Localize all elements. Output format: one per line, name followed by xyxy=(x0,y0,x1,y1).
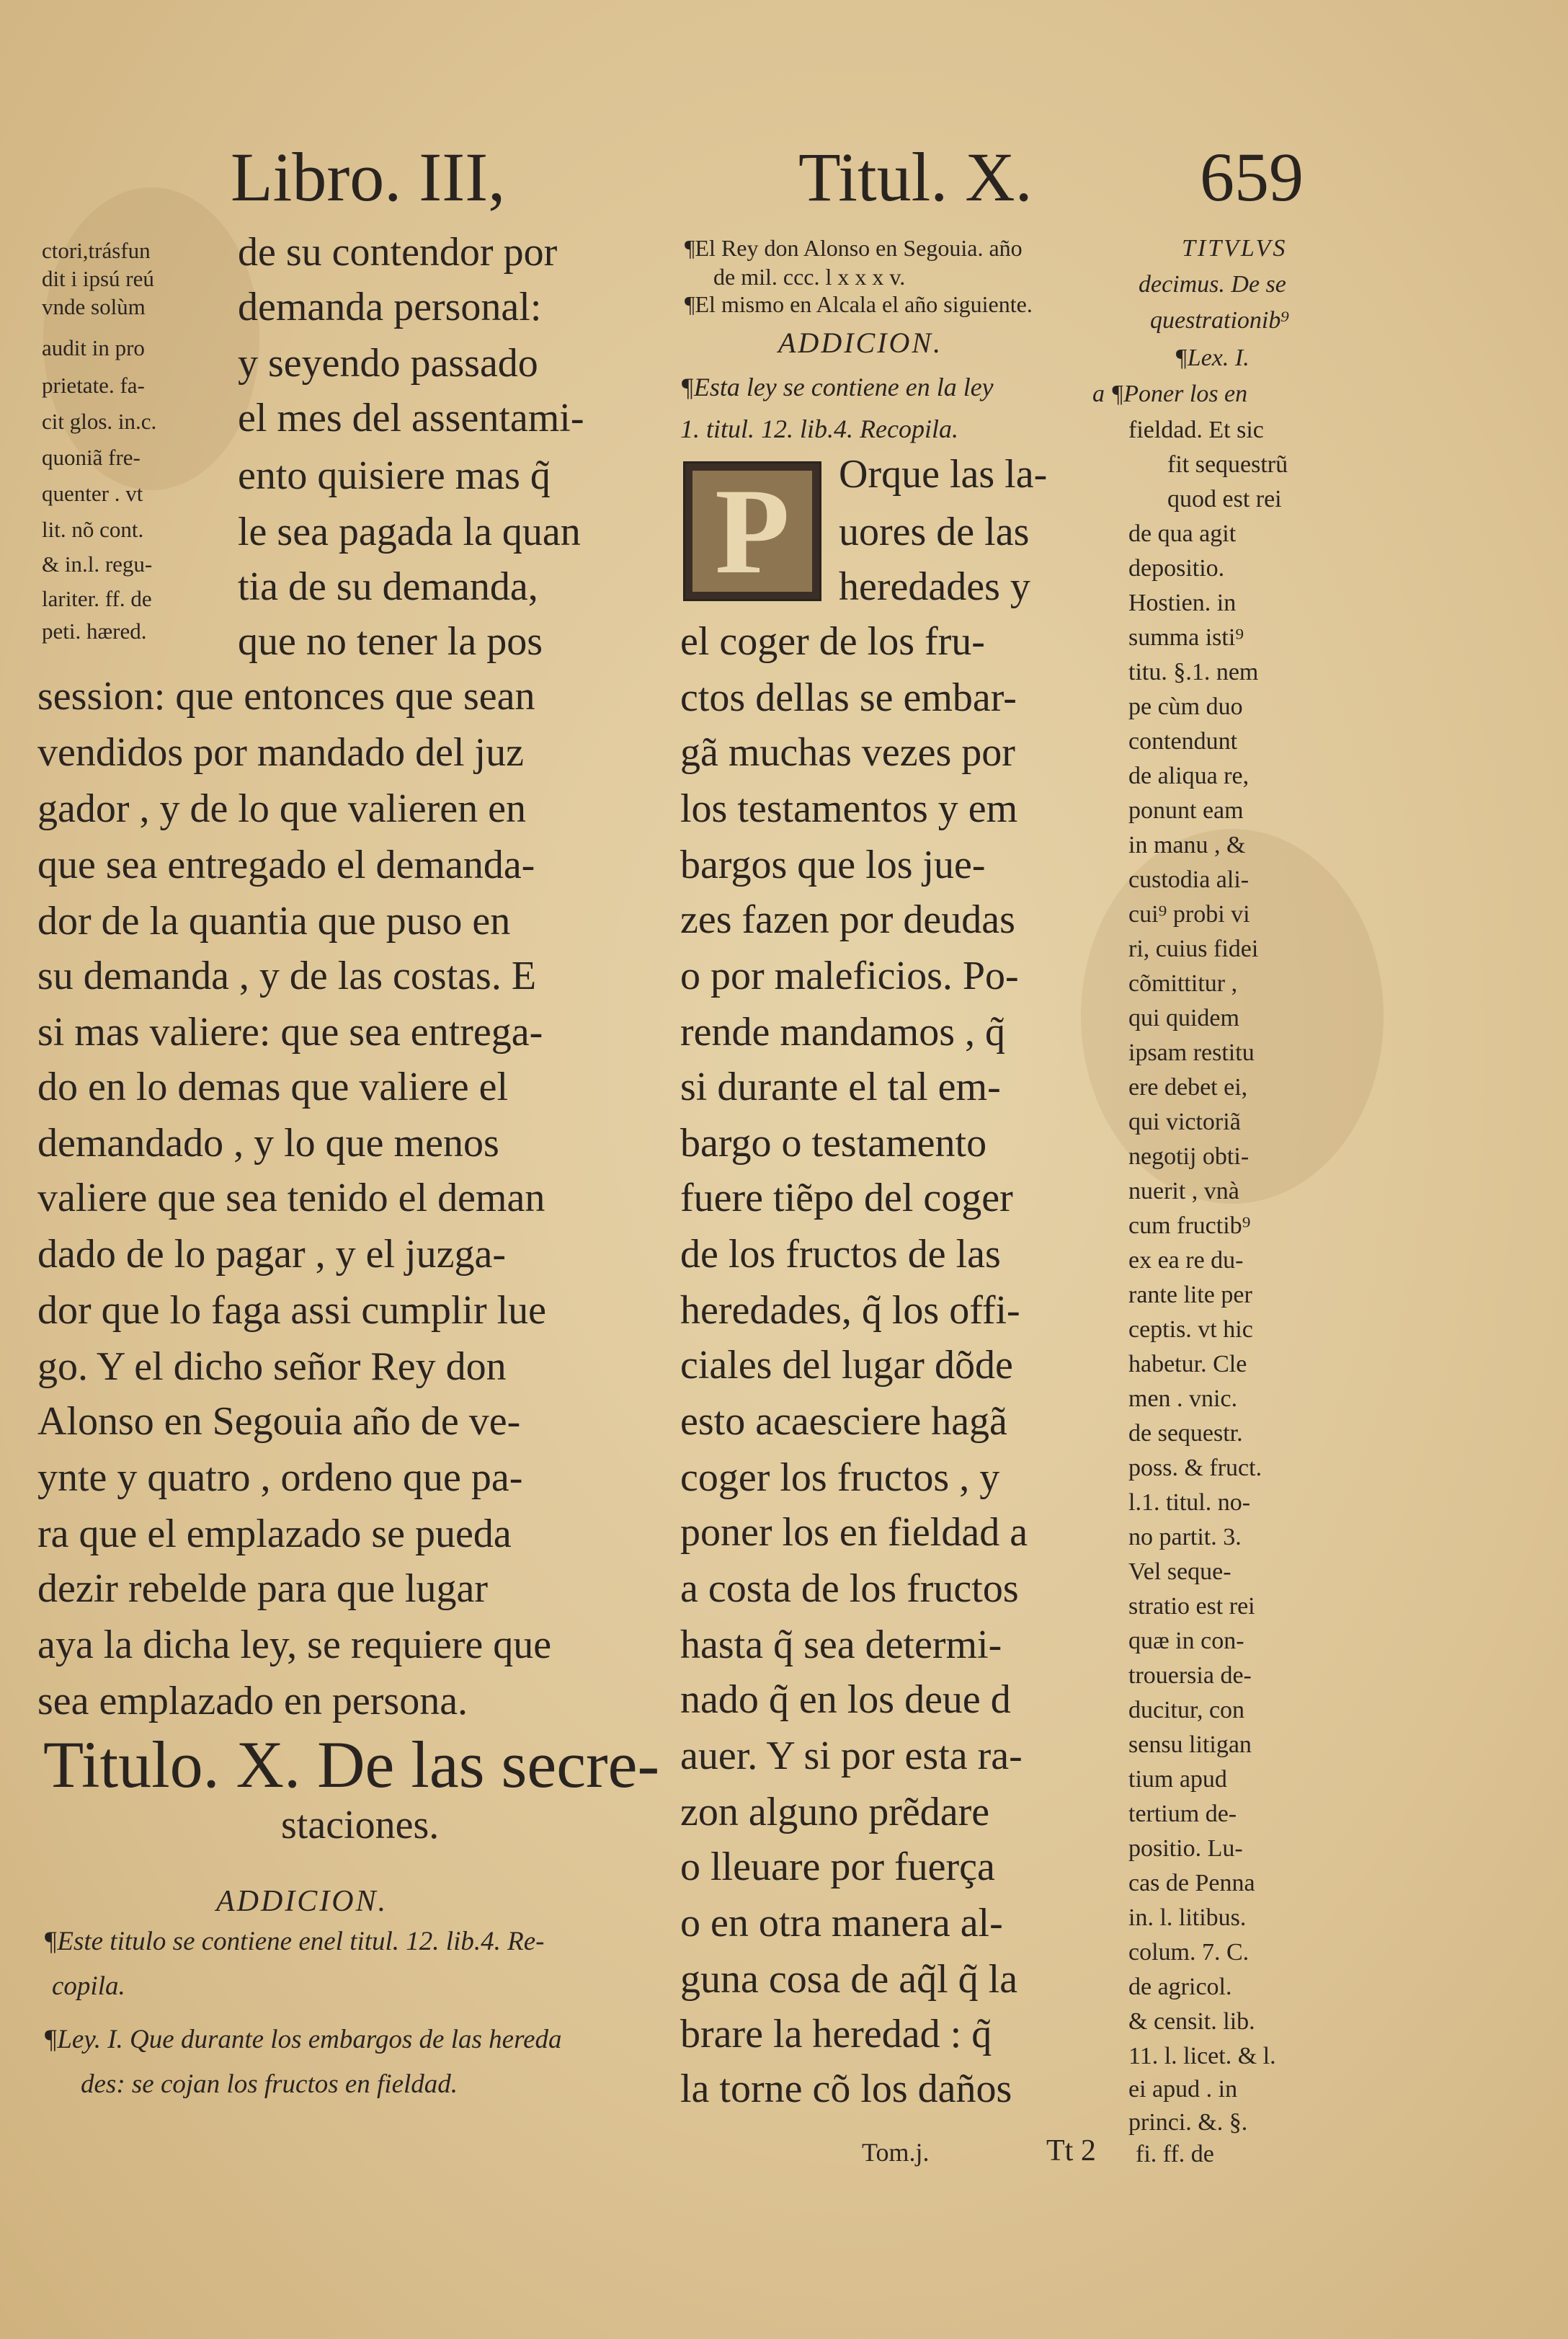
footer-volume: Tom.j. xyxy=(862,2138,930,2167)
text-line: aya la dicha ley, se requiere que xyxy=(37,1623,552,1667)
header-title: Titul. X. xyxy=(798,138,1033,216)
text-line: su demanda , y de las costas. E xyxy=(37,954,537,998)
gloss-line: ceptis. vt hic xyxy=(1128,1316,1253,1343)
gloss-line: in manu , & xyxy=(1128,832,1246,858)
gloss-line: summa isti⁹ xyxy=(1128,624,1244,651)
text-line: ctos dellas se embar- xyxy=(680,675,1017,720)
gloss-line: Hostien. in xyxy=(1128,590,1237,616)
source-note: ¶El mismo en Alcala el año siguiente. xyxy=(685,291,1033,317)
text-line: si mas valiere: que sea entrega- xyxy=(37,1010,543,1055)
text-line: si durante el tal em- xyxy=(680,1065,1001,1109)
text-line: valiere que sea tenido el deman xyxy=(37,1176,545,1220)
gloss-line: TITVLVS xyxy=(1182,235,1288,262)
text-line: nado q̃ en los deue d xyxy=(680,1677,1011,1722)
gloss-line: Vel seque- xyxy=(1128,1558,1231,1585)
gloss-line: ponunt eam xyxy=(1128,797,1244,824)
gloss-line: cit glos. in.c. xyxy=(42,409,157,434)
gloss-line: tertium de- xyxy=(1128,1801,1237,1827)
addicion-label: ADDICION. xyxy=(216,1885,388,1918)
text-line: de los fructos de las xyxy=(680,1232,1001,1277)
text-line: zes fazen por deudas xyxy=(680,897,1015,942)
text-line: brare la heredad : q̃ xyxy=(680,2012,992,2056)
text-line: session: que entonces que sean xyxy=(37,674,535,719)
text-line: heredades y xyxy=(839,564,1030,609)
gloss-line: sensu litigan xyxy=(1128,1731,1252,1758)
addicion-note: ¶Este titulo se contiene enel titul. 12. lib.4. Re- xyxy=(43,1927,545,1956)
text-line: Orque las la- xyxy=(839,452,1048,497)
gloss-line: lit. nõ cont. xyxy=(42,517,144,542)
gloss-line: vnde solùm xyxy=(42,294,146,319)
text-line: dezir rebelde para que lugar xyxy=(37,1566,488,1611)
text-line: fuere tiẽpo del coger xyxy=(680,1176,1013,1220)
addicion-note: ¶Esta ley se contiene en la ley xyxy=(680,373,994,401)
text-line: rende mandamos , q̃ xyxy=(680,1010,1005,1055)
gloss-line: cui⁹ probi vi xyxy=(1128,901,1250,928)
gloss-line: no partit. 3. xyxy=(1128,1524,1242,1550)
gloss-line: qui quidem xyxy=(1128,1005,1239,1031)
gloss-line: l.1. titul. no- xyxy=(1128,1489,1251,1516)
text-line: demanda personal: xyxy=(238,285,542,329)
text-line: y seyendo passado xyxy=(238,341,538,386)
text-line: hasta q̃ sea determi- xyxy=(680,1623,1002,1667)
gloss-line: quoniã fre- xyxy=(42,445,141,470)
text-line: poner los en fieldad a xyxy=(680,1510,1028,1555)
section-title-continued: staciones. xyxy=(281,1803,440,1847)
gloss-line: titu. §.1. nem xyxy=(1128,659,1259,685)
gloss-line: quenter . vt xyxy=(42,481,143,506)
gloss-line: audit in pro xyxy=(42,335,145,360)
text-line: coger los fructos , y xyxy=(680,1455,1000,1500)
gloss-line: & in.l. regu- xyxy=(42,551,153,577)
text-line: ra que el emplazado se pueda xyxy=(37,1512,512,1556)
gloss-line: ere debet ei, xyxy=(1128,1074,1248,1101)
gloss-line: ctori,trásfun xyxy=(42,238,151,263)
addicion-note: 1. titul. 12. lib.4. Recopila. xyxy=(680,414,958,443)
gloss-line: & censit. lib. xyxy=(1128,2008,1255,2035)
gloss-line: quod est rei xyxy=(1167,486,1282,512)
text-line: bargos que los jue- xyxy=(680,843,986,887)
gloss-line: fit sequestrũ xyxy=(1167,451,1288,478)
page-number: 659 xyxy=(1200,138,1304,216)
gloss-line: ducitur, con xyxy=(1128,1697,1245,1723)
gloss-line: de agricol. xyxy=(1128,1974,1232,2000)
gloss-line: lariter. ff. de xyxy=(42,586,152,611)
gloss-line: stratio est rei xyxy=(1128,1593,1255,1620)
gloss-line: ei apud . in xyxy=(1128,2076,1238,2103)
text-line: que no tener la pos xyxy=(238,619,543,664)
addicion-note: copila. xyxy=(52,1971,125,2001)
text-line: Alonso en Segouia año de ve- xyxy=(37,1399,521,1444)
gloss-line: depositio. xyxy=(1128,555,1225,582)
text-line: de su contendor por xyxy=(238,230,558,275)
text-line: ciales del lugar dõde xyxy=(680,1343,1013,1388)
gloss-line: fieldad. Et sic xyxy=(1128,417,1264,443)
text-line: auer. Y si por esta ra- xyxy=(680,1734,1023,1778)
source-note: ¶El Rey don Alonso en Segouia. año xyxy=(685,235,1023,261)
text-line: gã muchas vezes por xyxy=(680,730,1015,775)
text-line: go. Y el dicho señor Rey don xyxy=(37,1344,507,1389)
text-line: uores de las xyxy=(839,510,1030,554)
text-line: esto acaesciere hagã xyxy=(680,1399,1007,1444)
gloss-line: decimus. De se xyxy=(1139,271,1286,298)
gloss-line: prietate. fa- xyxy=(42,373,145,398)
gloss-line: contendunt xyxy=(1128,728,1238,755)
dropcap-letter: P xyxy=(715,463,790,599)
text-line: vendidos por mandado del juz xyxy=(37,730,524,775)
gloss-line: de qua agit xyxy=(1128,520,1237,547)
gloss-line: colum. 7. C. xyxy=(1128,1939,1250,1966)
text-line: demandado , y lo que menos xyxy=(37,1121,499,1166)
gloss-line: negotij obti- xyxy=(1128,1143,1250,1170)
gloss-line: ex ea re du- xyxy=(1128,1247,1244,1274)
gloss-line: cas de Penna xyxy=(1128,1870,1255,1896)
gloss-line: men . vnic. xyxy=(1128,1385,1238,1412)
text-line: gador , y de lo que valieren en xyxy=(37,786,526,831)
law-summary: des: se cojan los fructos en fieldad. xyxy=(81,2069,458,2099)
gloss-line: princi. &. §. xyxy=(1128,2109,1248,2136)
text-line: bargo o testamento xyxy=(680,1121,987,1166)
gloss-line: ipsam restitu xyxy=(1128,1039,1255,1066)
gloss-line: 11. l. licet. & l. xyxy=(1128,2043,1276,2069)
gloss-line: de sequestr. xyxy=(1128,1420,1243,1447)
dropcap-ornament xyxy=(683,461,821,601)
text-line: dor que lo faga assi cumplir lue xyxy=(37,1288,547,1333)
gloss-line: quæ in con- xyxy=(1128,1628,1244,1654)
text-line: do en lo demas que valiere el xyxy=(37,1065,509,1109)
text-line: dor de la quantia que puso en xyxy=(37,899,511,944)
text-line: sea emplazado en persona. xyxy=(37,1679,468,1723)
text-line: el mes del assentami- xyxy=(238,396,584,440)
section-title: Titulo. X. De las secre- xyxy=(43,1728,660,1801)
gloss-line: poss. & fruct. xyxy=(1128,1455,1262,1481)
gloss-line: cum fructib⁹ xyxy=(1128,1212,1251,1239)
gloss-line: tium apud xyxy=(1128,1766,1227,1793)
gloss-line: cõmittitur , xyxy=(1128,970,1238,997)
gloss-line: in. l. litibus. xyxy=(1128,1904,1247,1931)
gloss-line: pe cùm duo xyxy=(1128,693,1243,720)
gloss-line: rante lite per xyxy=(1128,1282,1252,1308)
gloss-line: questrationib⁹ xyxy=(1150,307,1290,334)
text-line: el coger de los fru- xyxy=(680,619,985,664)
gloss-line: dit i ipsú reú xyxy=(42,266,154,291)
gloss-line: fi. ff. de xyxy=(1136,2141,1214,2167)
text-line: o por maleficios. Po- xyxy=(680,954,1019,998)
gloss-line: positio. Lu- xyxy=(1128,1835,1243,1862)
gloss-line: nuerit , vnà xyxy=(1128,1178,1239,1204)
text-line: los testamentos y em xyxy=(680,786,1018,831)
gloss-line: de aliqua re, xyxy=(1128,763,1250,789)
addicion-label: ADDICION. xyxy=(778,327,943,359)
gloss-line: ri, cuius fidei xyxy=(1128,936,1259,962)
text-line: o lleuare por fuerça xyxy=(680,1845,995,1889)
text-line: a costa de los fructos xyxy=(680,1566,1019,1611)
footer-signature: Tt 2 xyxy=(1046,2134,1096,2167)
gloss-line: ¶Lex. I. xyxy=(1175,345,1250,371)
gloss-line: a ¶Poner los en xyxy=(1092,381,1248,407)
text-line: le sea pagada la quan xyxy=(238,510,581,554)
gloss-line: custodia ali- xyxy=(1128,866,1250,893)
text-line: guna cosa de aq̃l q̃ la xyxy=(680,1957,1018,2002)
text-line: que sea entregado el demanda- xyxy=(37,843,535,887)
text-line: o en otra manera al- xyxy=(680,1901,1003,1945)
text-line: heredades, q̃ los offi- xyxy=(680,1288,1020,1333)
gloss-line: qui victoriã xyxy=(1128,1109,1241,1135)
gloss-line: trouersia de- xyxy=(1128,1662,1252,1689)
header-book: Libro. III, xyxy=(231,138,506,216)
gloss-line: peti. hæred. xyxy=(42,618,147,644)
source-note: de mil. ccc. l x x x v. xyxy=(713,264,906,290)
text-line: la torne cõ los daños xyxy=(680,2067,1012,2111)
text-line: dado de lo pagar , y el juzga- xyxy=(37,1232,506,1277)
text-line: ento quisiere mas q̃ xyxy=(238,453,551,498)
gloss-line: habetur. Cle xyxy=(1128,1351,1247,1377)
text-line: tia de su demanda, xyxy=(238,564,538,609)
law-summary: ¶Ley. I. Que durante los embargos de las hereda xyxy=(43,2025,562,2054)
text-line: ynte y quatro , ordeno que pa- xyxy=(37,1455,523,1500)
text-line: zon alguno prẽdare xyxy=(680,1790,990,1834)
